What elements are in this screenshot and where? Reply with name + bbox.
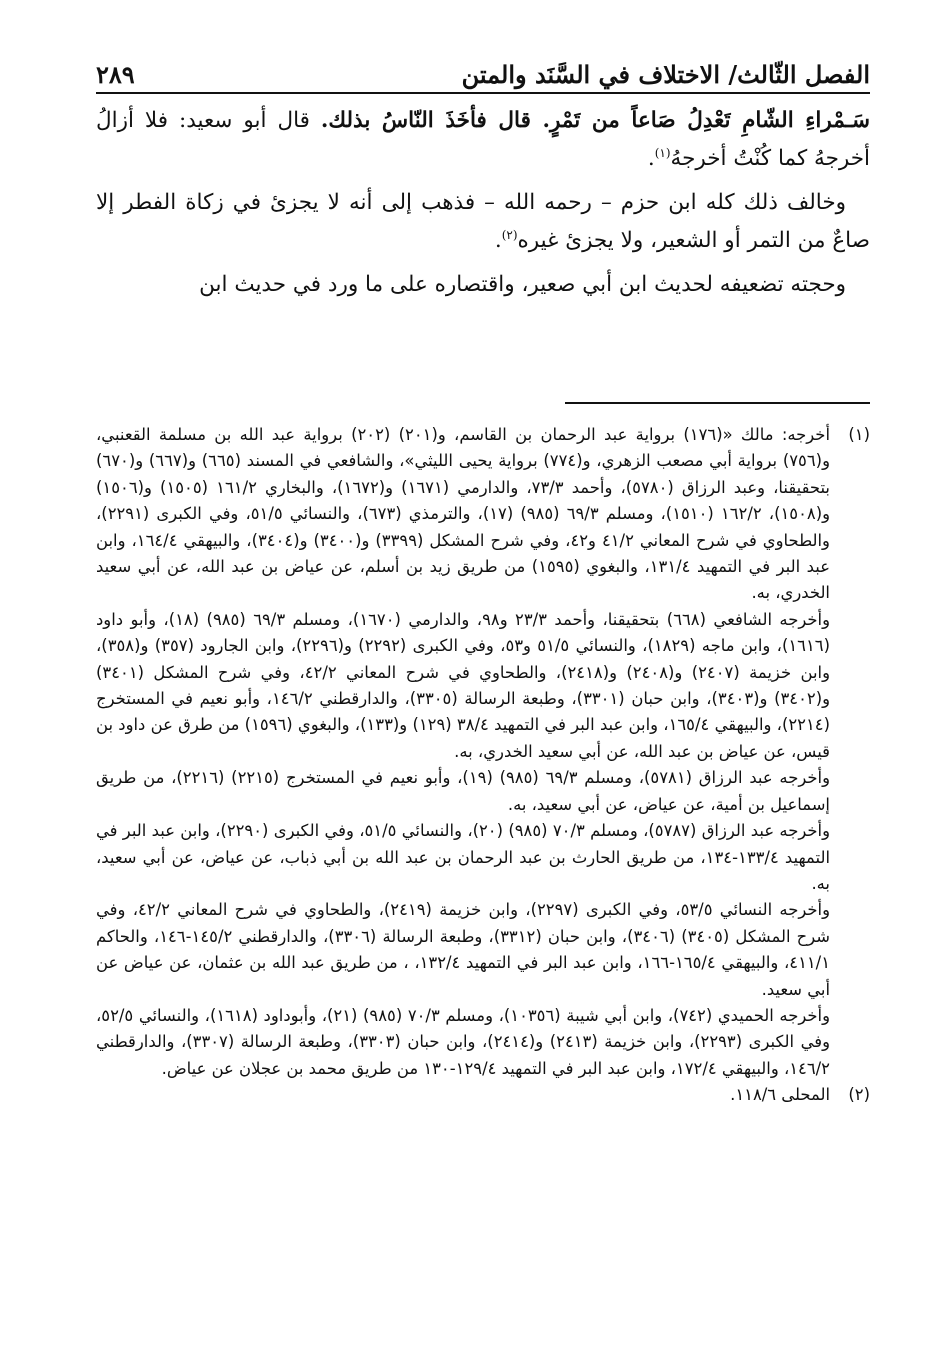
footnote-1 — [96, 422, 870, 607]
paragraph-2-text: وخالف ذلك كله ابن حزم – رحمه الله – فذهب إلى أنه لا يجزئ في زكاة الفطر إلا صاعٌ من التمر أو الشعير، ولا يجزئ غيره — [96, 190, 870, 253]
paragraph-3: وحجته تضعيفه لحديث ابن أبي صعير، واقتصاره على ما ورد في حديث ابن — [199, 272, 846, 297]
paragraph-2 — [96, 184, 870, 260]
footnote-ref-1[interactable]: (١) — [654, 145, 671, 160]
paragraph-1 — [96, 102, 870, 178]
paragraph-1-rest: قال أبو سعيد: فلا أزالُ أخرجهُ كما كُنْتُ أخرجهُ — [96, 108, 870, 171]
footnote-ref-2[interactable]: (٢) — [501, 227, 518, 242]
footnote-1-continuation: وأخرجه الحميدي (٧٤٢)، وابن أبي شيبة (١٠٣٥٦)، ومسلم ٧٠/٣ (٩٨٥) (٢١)، وأبوداود (١٦١٨)، والنسائي ٥٢/٥، وفي الكبرى (٢٢٩٣)، وابن خزيمة (٢٤١٣) و(٢٤١٤)، وابن حبان (٣٣٠٣)، وطبعة الرسالة (٣٣٠٧)، والدارقطني ١٤٦/٢، والبيهقي ١٧٢/٤، وابن عبد البر في التمهيد ١٢٩/٤-١٣٠ من طريق محمد بن عجلان عن عياض. — [96, 1005, 830, 1078]
paragraph-2-end: . — [494, 228, 502, 253]
running-head: الفصل الثّالث/ الاختلاف في السَّنَد والمتن — [461, 60, 870, 89]
paragraph-1-end: . — [647, 146, 655, 171]
footnote-2 — [96, 1082, 870, 1108]
footnote-1-text: أخرجه: مالك «(١٧٦) برواية عبد الرحمان بن القاسم، و(٢٠١) (٢٠٢) برواية عبد الله بن مسلمة القعنبي، و(٧٥٦) برواية أبي مصعب الزهري، و(٧٧٤) برواية يحيى الليثي»، والشافعي في المسند (٦٦٥) و(٦٦٧) و(٦٧٠) بتحقيقنا، وعبد الرزاق (٥٧٨٠)، وأحمد ٧٣/٣، والدارمي (١٦٧١) و(١٦٧٢)، والبخاري ١٦١/٢ (١٥٠٥) و(١٥٠٦) و(١٥٠٨)، ١٦٢/٢ (١٥١٠)، ومسلم ٦٩/٣ (٩٨٥) (١٧)، والترمذي (٦٧٣)، والنسائي ٥١/٥، وفي الكبرى (٢٢٩١)، والطحاوي في شرح المعاني ٤١/٢ و٤٢، وفي شرح المشكل (٣٣٩٩) و(٣٤٠٠) و(٣٤٠٤)، والبيهقي ١٦٤/٤، وابن عبد البر في التمهيد ١٣١/٤، والبغوي (١٥٩٥) من طريق زيد بن أسلم، عن عياض بن عبد الله، عن أبي سعيد الخدري، به. — [96, 425, 830, 603]
footnote-1-continuation: وأخرجه الشافعي (٦٦٨) بتحقيقنا، وأحمد ٢٣/٣ و٩٨، والدارمي (١٦٧٠)، ومسلم ٦٩/٣ (٩٨٥) (١٨)، وأبو داود (١٦١٦)، وابن ماجه (١٨٢٩)، والنسائي ٥١/٥ و٥٣، وفي الكبرى (٢٢٩٢) و(٢٢٩٦)، وابن الجارود (٣٥٧) و(٣٥٨)، وابن خزيمة (٢٤٠٧) و(٢٤٠٨) و(٢٤١٨)، والطحاوي في شرح المعاني ٤٢/٢، وفي شرح المشكل (٣٤٠١) و(٣٤٠٢) و(٣٤٠٣)، وابن حبان (٣٣٠١)، وطبعة الرسالة (٣٣٠٥)، والدارقطني ١٤٦/٢، وأبو نعيم في المستخرج (٢٢١٤)، والبيهقي ١٦٥/٤، وابن عبد البر في التمهيد ٣٨/٤ (١٢٩) و(١٣٣)، والبغوي (١٥٩٦) من طرق عن داود بن قيس، عن عياض بن عبد الله، عن أبي سعيد الخدري، به. — [96, 609, 831, 761]
page-header — [96, 52, 870, 94]
footnote-1-continuation: وأخرجه عبد الرزاق (٥٧٨١)، ومسلم ٦٩/٣ (٩٨٥) (١٩)، وأبو نعيم في المستخرج (٢٢١٥) (٢٢١٦)، من طريق إسماعيل بن أمية، عن عياض، عن أبي سعيد، به. — [96, 768, 830, 814]
footnote-separator — [565, 402, 870, 404]
book-page — [96, 52, 870, 1352]
hadith-quote: سَـمْراءِ الشّامِ تَعْدِلُ صَاعاً من تَمْرٍ. قال فأخَذَ النّاسُ بذلك. — [320, 108, 870, 133]
footnote-1-continuation: وأخرجه النسائي ٥٣/٥، وفي الكبرى (٢٢٩٧)، وابن خزيمة (٢٤١٩)، والطحاوي في شرح المعاني ٤٢/٢، وفي شرح المشكل (٣٤٠٥) (٣٤٠٦)، وابن حبان (٣٣١٢)، وطبعة الرسالة (٣٣٠٦)، والدارقطني ١٤٥/٢-١٤٦، والحاكم ٤١١/١، والبيهقي ١٦٥/٤-١٦٦، وابن عبد البر في التمهيد ١٣٢/٤، ، من طريق عبد الله بن عثمان، عن عياض عن أبي سعيد. — [96, 900, 831, 999]
main-text — [96, 102, 870, 310]
footnotes — [96, 422, 870, 1109]
footnote-2-text: المحلى ١١٨/٦. — [730, 1085, 830, 1105]
footnote-2-number: (٢) — [848, 1085, 870, 1105]
footnote-1-number: (١) — [848, 425, 870, 444]
footnote-1-continuation: وأخرجه عبد الرزاق (٥٧٨٧)، ومسلم ٧٠/٣ (٩٨٥) (٢٠)، والنسائي ٥١/٥، وفي الكبرى (٢٢٩٠)، وابن عبد البر في التمهيد ١٣٣/٤-١٣٤، من طريق الحارث بن عبد الرحمان بن عبد الله بن أبي ذباب، عن عياض، عن أبي سعيد، به. — [96, 821, 830, 893]
page-number: ٢٨٩ — [96, 60, 135, 89]
